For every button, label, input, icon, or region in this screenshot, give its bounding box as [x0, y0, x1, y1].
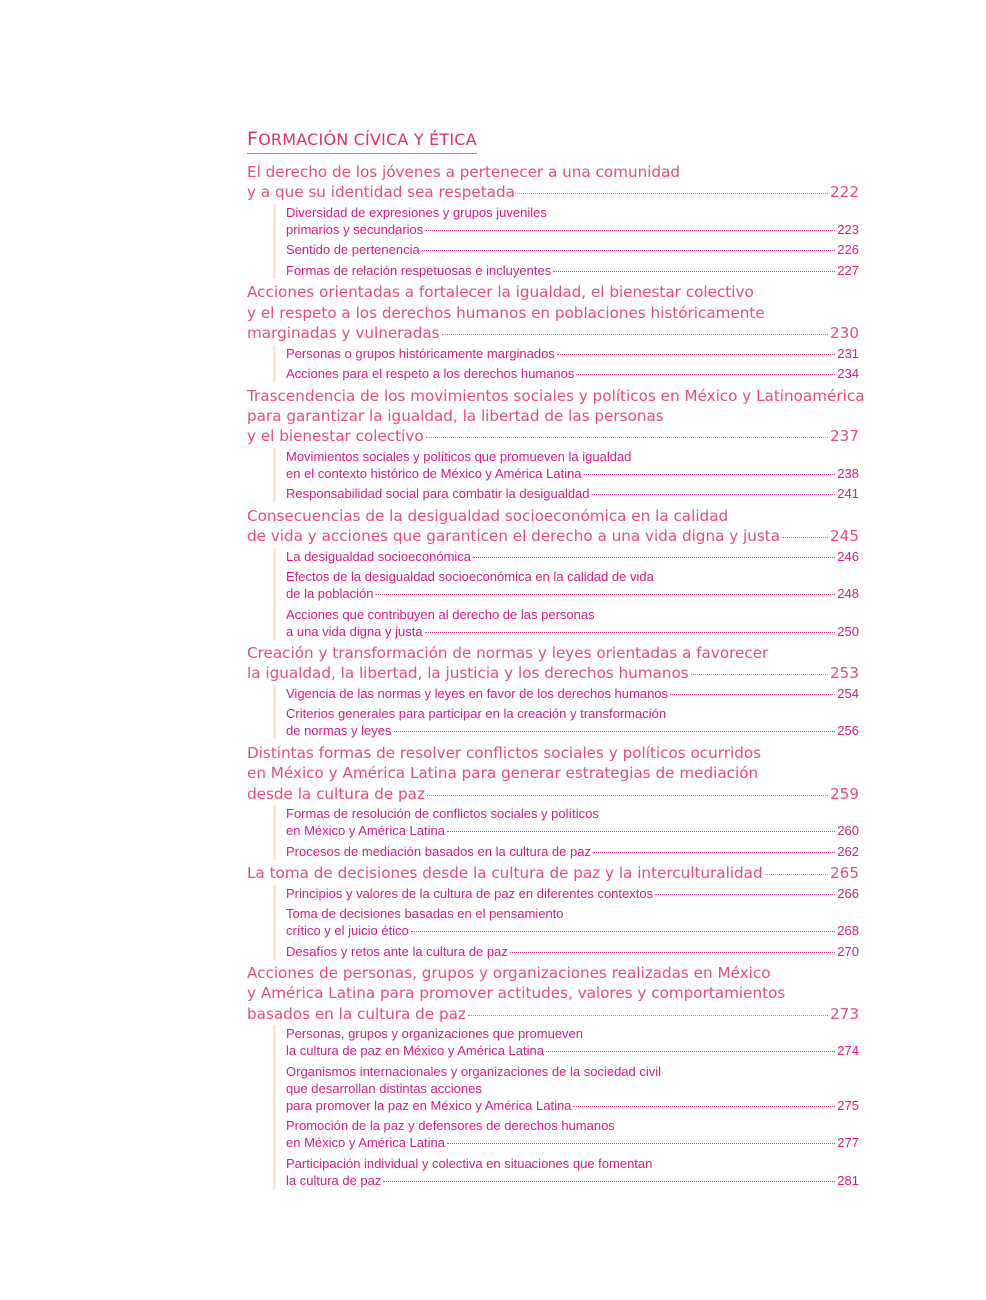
- toc-subentries: [273, 885, 859, 960]
- subentry-title-line: Principios y valores de la cultura de paz en diferentes contextos: [286, 885, 654, 901]
- topic-title-line: y el respeto a los derechos humanos en poblaciones históricamente: [247, 303, 765, 322]
- toc-section: [247, 506, 859, 640]
- subentry-title-line: de normas y leyes: [286, 723, 392, 739]
- dot-leader: [468, 1015, 828, 1016]
- toc-section: [247, 282, 859, 382]
- toc-subentry[interactable]: [286, 1025, 859, 1059]
- toc-entry[interactable]: [247, 162, 859, 203]
- dot-leader: [517, 193, 828, 194]
- page-number: 245: [830, 527, 859, 546]
- subentry-title-row: [286, 485, 859, 502]
- topic-title-line: desde la cultura de paz: [247, 784, 425, 803]
- subentry-title-line: Diversidad de expresiones y grupos juveniles: [286, 204, 547, 220]
- toc-subentry[interactable]: [286, 705, 859, 739]
- page-number: 268: [837, 923, 859, 938]
- page-number: 266: [837, 885, 859, 901]
- subentry-title-line: crítico y el juicio ético: [286, 923, 409, 938]
- toc-subentry[interactable]: [286, 805, 859, 839]
- toc-subentry[interactable]: [286, 905, 859, 939]
- topic-title-line: El derecho de los jóvenes a pertenecer a una comunidad: [247, 163, 681, 181]
- page-number: 230: [830, 324, 859, 343]
- page-number: 234: [837, 366, 859, 382]
- subentry-title-row: [286, 1134, 859, 1151]
- toc-entry[interactable]: [247, 506, 859, 547]
- dot-leader: [557, 354, 835, 355]
- subentry-title-line: Procesos de mediación basados en la cultura de paz: [286, 843, 591, 859]
- dot-leader: [411, 931, 835, 932]
- toc-entry[interactable]: [247, 282, 859, 343]
- toc-subentries: [273, 204, 859, 279]
- subentry-title-row: [286, 345, 859, 362]
- toc-section: [247, 963, 859, 1189]
- page-number: 256: [837, 723, 859, 739]
- page-number: 250: [837, 623, 859, 639]
- page-number: 277: [837, 1135, 859, 1151]
- topic-title-row: [247, 784, 859, 804]
- subentry-title-line: la cultura de paz: [286, 1172, 382, 1188]
- dot-leader: [546, 1051, 835, 1052]
- page-number: 223: [837, 221, 859, 237]
- dot-leader: [426, 437, 828, 438]
- subentry-title-row: [286, 465, 859, 482]
- topic-title-row: [247, 863, 859, 883]
- topic-title-row: [247, 526, 859, 546]
- subentry-title-line: Desafíos y retos ante la cultura de paz: [286, 943, 508, 959]
- subentry-title-line: Efectos de la desigualdad socioeconómica en la calidad de vida: [286, 569, 654, 585]
- topic-title-row: [247, 663, 859, 683]
- subentry-title-row: [286, 685, 859, 702]
- subentry-title-line: Criterios generales para participar en la creación y transformación: [286, 706, 667, 722]
- page-number: 273: [830, 1004, 859, 1023]
- page-number: 253: [830, 664, 859, 683]
- toc-subentries: [273, 345, 859, 383]
- subentry-title-line: primarios y secundarios: [286, 221, 424, 237]
- section-heading: [247, 128, 477, 154]
- toc-entry[interactable]: [247, 643, 859, 684]
- dot-leader: [765, 874, 828, 875]
- toc-subentry[interactable]: [286, 485, 859, 502]
- page-number: 231: [837, 345, 859, 361]
- dot-leader: [553, 271, 835, 272]
- subentry-title-row: [286, 822, 859, 839]
- topic-title-line: Consecuencias de la desigualdad socioeconómica en la calidad: [247, 506, 729, 525]
- toc-subentry[interactable]: [286, 1117, 859, 1151]
- toc-section: [247, 863, 859, 959]
- dot-leader: [576, 374, 835, 375]
- toc-section: [247, 386, 865, 503]
- table-of-contents: [247, 128, 865, 1192]
- subentry-title-row: [286, 262, 859, 279]
- topic-title-line: y a que su identidad sea respetada: [247, 183, 515, 202]
- page-number: 275: [837, 1097, 859, 1113]
- topic-title-row: [247, 323, 859, 343]
- dot-leader: [425, 230, 835, 231]
- page-number: 248: [837, 586, 859, 602]
- topic-title-line: basados en la cultura de paz: [247, 1004, 466, 1023]
- dot-leader: [670, 694, 835, 695]
- subentry-title-line: de la población: [286, 586, 374, 602]
- topic-title-line: Acciones orientadas a fortalecer la igualdad, el bienestar colectivo: [247, 283, 754, 302]
- topic-title-line: marginadas y vulneradas: [247, 324, 440, 343]
- dot-leader: [394, 731, 836, 732]
- dot-leader: [427, 795, 828, 796]
- dot-leader: [655, 894, 835, 895]
- page-number: 265: [830, 864, 859, 883]
- subentry-title-line: en México y América Latina: [286, 1135, 445, 1151]
- subentry-title-row: [286, 885, 859, 902]
- toc-entry[interactable]: [247, 863, 859, 883]
- toc-subentries: [273, 1025, 859, 1189]
- dot-leader: [442, 334, 828, 335]
- toc-entry[interactable]: [247, 386, 865, 447]
- subentry-title-row: [286, 623, 859, 640]
- toc-subentry[interactable]: [286, 345, 859, 362]
- page-number: 259: [830, 784, 859, 803]
- toc-subentry[interactable]: [286, 568, 859, 602]
- subentry-title-row: [286, 722, 859, 739]
- topic-title-line: Acciones de personas, grupos y organizaciones realizadas en México: [247, 964, 771, 982]
- subentry-title-line: Promoción de la paz y defensores de derechos humanos: [286, 1118, 615, 1134]
- topic-title-row: [247, 426, 859, 446]
- toc-section: [247, 743, 859, 860]
- subentry-title-line: Personas, grupos y organizaciones que promueven: [286, 1026, 584, 1042]
- dot-leader: [592, 494, 836, 495]
- toc-section: [247, 162, 859, 279]
- topic-title-line: Distintas formas de resolver conflictos sociales y políticos ocurridos: [247, 743, 762, 762]
- toc-subentry[interactable]: [286, 365, 859, 382]
- topic-title-line: Creación y transformación de normas y leyes orientadas a favorecer: [247, 644, 769, 663]
- toc-subentries: [273, 448, 859, 503]
- subentry-title-line: Acciones que contribuyen al derecho de las personas: [286, 606, 595, 622]
- subentry-title-row: [286, 843, 859, 860]
- topic-title-line: en México y América Latina para generar estrategias de mediación: [247, 764, 759, 783]
- subentry-title-row: [286, 548, 859, 565]
- subentry-title-line: Formas de relación respetuosas e incluyentes: [286, 262, 552, 278]
- subentry-title-row: [286, 1172, 859, 1189]
- toc-subentry[interactable]: [286, 548, 859, 565]
- page-number: 238: [837, 465, 859, 481]
- dot-leader: [782, 537, 828, 538]
- toc-subentries: [273, 805, 859, 860]
- page-number: 241: [837, 486, 859, 502]
- toc-subentry[interactable]: [286, 1063, 859, 1114]
- topic-title-line: Trascendencia de los movimientos sociales y políticos en México y Latinoamérica: [247, 386, 865, 405]
- page-number: 274: [837, 1043, 859, 1059]
- toc-subentry[interactable]: [286, 241, 859, 258]
- page-number: 226: [837, 242, 859, 258]
- dot-leader: [425, 632, 836, 633]
- toc-subentry[interactable]: [286, 204, 859, 238]
- subentry-title-row: [286, 365, 859, 382]
- subentry-title-line: Vigencia de las normas y leyes en favor de los derechos humanos: [286, 685, 669, 701]
- topic-title-line: y América Latina para promover actitudes, valores y comportamientos: [247, 984, 786, 1003]
- toc-list: [247, 162, 865, 1189]
- topic-title-line: de vida y acciones que garanticen el derecho a una vida digna y justa: [247, 527, 781, 546]
- subentry-title-line: Personas o grupos históricamente marginados: [286, 345, 555, 361]
- subentry-title-line: para promover la paz en México y América Latina: [286, 1097, 572, 1113]
- subentry-title-line: Formas de resolución de conflictos sociales y políticos: [286, 806, 599, 822]
- dot-leader: [473, 557, 835, 558]
- toc-subentry[interactable]: [286, 843, 859, 860]
- heading-rest: ORMACIÓN CÍVICA Y ÉTICA: [258, 130, 477, 149]
- page-number: 254: [837, 685, 859, 701]
- subentry-title-line: en México y América Latina: [286, 823, 445, 839]
- page-number: 260: [837, 823, 859, 839]
- dot-leader: [447, 1143, 835, 1144]
- subentry-title-line: La desigualdad socioeconómica: [286, 548, 472, 564]
- subentry-title-row: [286, 943, 859, 960]
- page-number: 270: [837, 943, 859, 959]
- dot-leader: [422, 250, 836, 251]
- dot-leader: [447, 831, 835, 832]
- toc-subentry[interactable]: [286, 262, 859, 279]
- subentry-title-line: Toma de decisiones basadas en el pensamiento: [286, 906, 564, 921]
- toc-subentry[interactable]: [286, 943, 859, 960]
- subentry-title-line: Responsabilidad social para combatir la desigualdad: [286, 486, 590, 502]
- toc-subentry[interactable]: [286, 448, 859, 482]
- toc-subentries: [273, 685, 859, 740]
- toc-subentry[interactable]: [286, 885, 859, 902]
- toc-subentries: [273, 548, 859, 640]
- topic-title-line: y el bienestar colectivo: [247, 427, 424, 446]
- subentry-title-row: [286, 585, 859, 602]
- page-number: 262: [837, 843, 859, 859]
- toc-subentry[interactable]: [286, 1155, 859, 1189]
- subentry-title-row: [286, 241, 859, 258]
- topic-title-row: [247, 1004, 859, 1024]
- subentry-title-row: [286, 1042, 859, 1059]
- dot-leader: [573, 1106, 835, 1107]
- page-number: 237: [830, 427, 859, 446]
- dot-leader: [584, 474, 836, 475]
- subentry-title-line: Organismos internacionales y organizaciones de la sociedad civil: [286, 1063, 662, 1079]
- toc-entry[interactable]: [247, 743, 859, 804]
- topic-title-line: la igualdad, la libertad, la justicia y los derechos humanos: [247, 664, 689, 683]
- subentry-title-line: que desarrollan distintas acciones: [286, 1080, 482, 1096]
- toc-entry[interactable]: [247, 963, 859, 1024]
- subentry-title-line: la cultura de paz en México y América Latina: [286, 1043, 544, 1059]
- page-number: 227: [837, 262, 859, 278]
- page-number: 281: [837, 1172, 859, 1188]
- dot-leader: [383, 1181, 835, 1182]
- heading-initial: F: [247, 128, 259, 150]
- subentry-title-line: Sentido de pertenencia: [286, 242, 420, 258]
- dot-leader: [691, 674, 828, 675]
- subentry-title-row: [286, 221, 859, 238]
- toc-section: [247, 643, 859, 739]
- topic-title-line: para garantizar la igualdad, la libertad de las personas: [247, 406, 664, 425]
- subentry-title-row: [286, 1097, 859, 1114]
- topic-title-line: La toma de decisiones desde la cultura de paz y la interculturalidad: [247, 864, 763, 883]
- dot-leader: [510, 952, 835, 953]
- toc-subentry[interactable]: [286, 685, 859, 702]
- topic-title-row: [247, 182, 859, 202]
- subentry-title-row: [286, 922, 859, 939]
- dot-leader: [375, 594, 835, 595]
- subentry-title-line: Acciones para el respeto a los derechos humanos: [286, 366, 575, 382]
- subentry-title-line: en el contexto histórico de México y América Latina: [286, 465, 582, 481]
- toc-subentry[interactable]: [286, 606, 859, 640]
- page-number: 246: [837, 548, 859, 564]
- dot-leader: [593, 852, 835, 853]
- page-number: 222: [830, 183, 859, 202]
- subentry-title-line: Movimientos sociales y políticos que promueven la igualdad: [286, 448, 632, 464]
- subentry-title-line: Participación individual y colectiva en situaciones que fomentan: [286, 1155, 653, 1171]
- subentry-title-line: a una vida digna y justa: [286, 623, 423, 639]
